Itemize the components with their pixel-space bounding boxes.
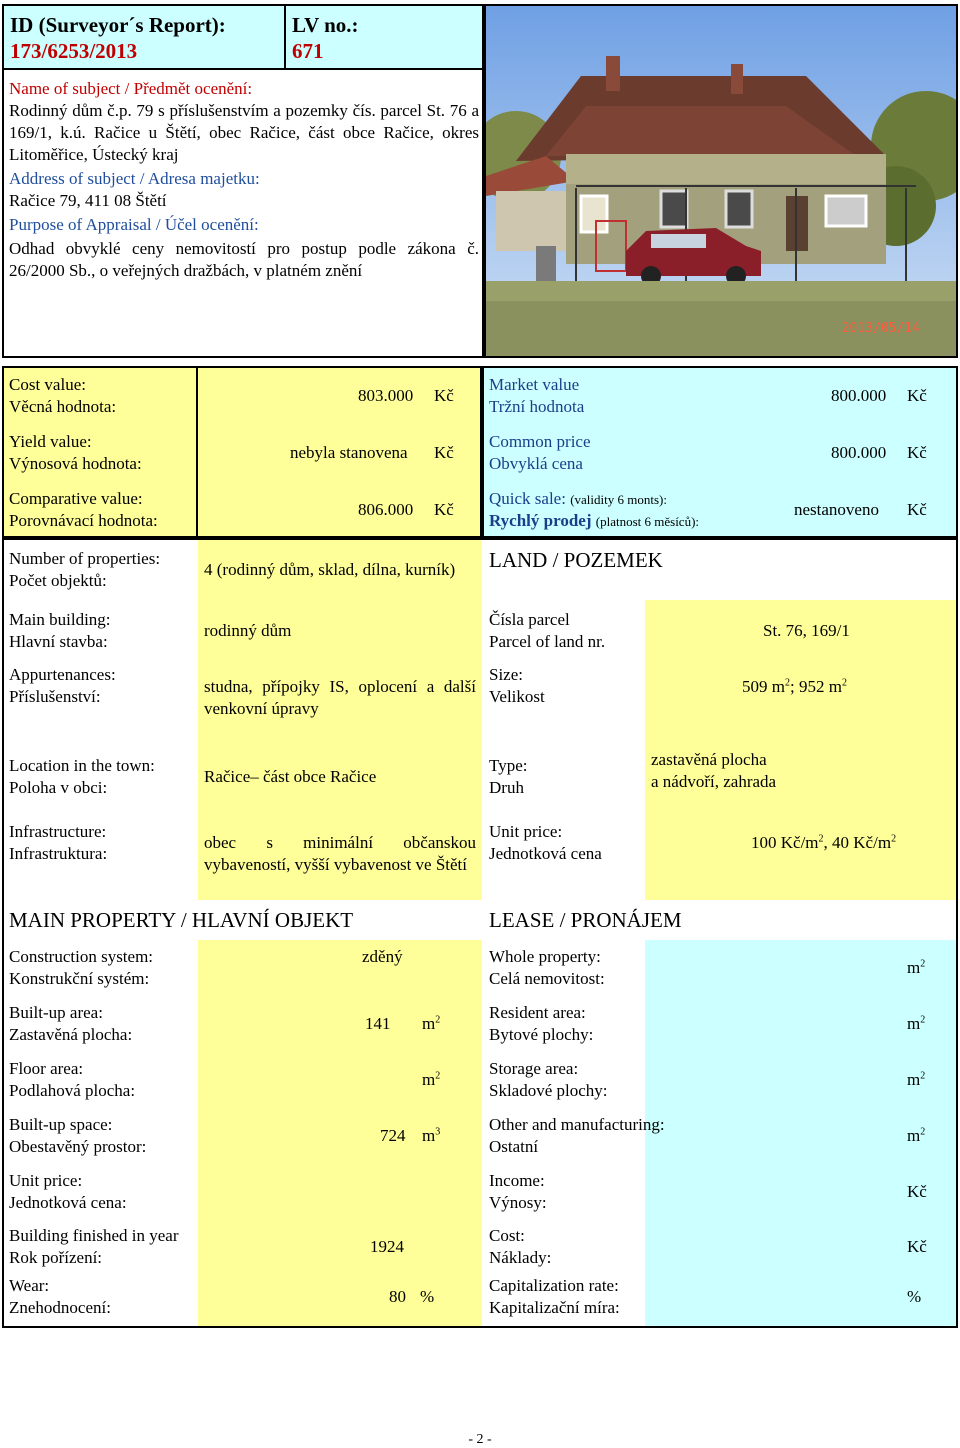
common-price-value: 800.000 [831, 443, 887, 462]
subject-address-label: Address of subject / Adresa majetku: [9, 169, 260, 188]
unit-m: m [422, 1070, 436, 1089]
size-cz: Velikost [489, 687, 545, 706]
quick-sale-en-note: (validity 6 monts): [570, 492, 667, 507]
lease-row-unit [907, 1069, 925, 1091]
mp-row-en: Building finished in year [9, 1226, 179, 1245]
common-price-unit: Kč [907, 443, 927, 462]
unit-exp: 2 [435, 1070, 441, 1082]
unit-exp: 2 [435, 1014, 441, 1026]
unit-exp: 2 [920, 1126, 926, 1138]
subject-purpose-label: Purpose of Appraisal / Účel ocenění: [9, 215, 259, 234]
lease-row-unit [907, 1013, 925, 1035]
mp-row-en: Unit price: [9, 1171, 83, 1190]
lease-row-cz: Bytové plochy: [489, 1025, 594, 1044]
count-en: Number of properties: [9, 549, 161, 568]
lease-row-unit [907, 957, 925, 979]
lease-row-cz: Náklady: [489, 1248, 552, 1267]
unit-price-cz: Jednotková cena [489, 844, 602, 863]
parcel-en: Parcel of land nr. [489, 632, 606, 651]
infrastructure-cz: Infrastruktura: [9, 844, 108, 863]
market-value-en: Market value [489, 375, 580, 394]
mp-row-cz: Jednotková cena: [9, 1193, 127, 1212]
lease-row-cz: Skladové plochy: [489, 1081, 608, 1100]
mp-row-unit [422, 1125, 440, 1147]
yield-value-cz: Výnosová hodnota: [9, 454, 142, 473]
quick-sale-cz-wrap [489, 510, 699, 533]
yield-value-en: Yield value: [9, 432, 92, 451]
lease-row-cz: Celá nemovitost: [489, 969, 605, 988]
size-exp-a: 2 [784, 677, 790, 689]
quick-sale-value: nestanoveno [794, 500, 879, 519]
type-value-1: zastavěná plocha [651, 750, 767, 769]
subject-name-text: Rodinný dům č.p. 79 s příslušenstvím a pozemky čís. parcel St. 76 a 169/1, k.ú. Račice u Štětí, obec Račice, část obce Račice, okres Litoměřice, Ústecký kraj [9, 101, 479, 164]
lease-row-en: Whole property: [489, 947, 601, 966]
lease-title: LEASE / PRONÁJEM [489, 908, 682, 932]
mp-row-cz: Zastavěná plocha: [9, 1025, 133, 1044]
mp-row-unit [422, 1013, 440, 1035]
mp-row-en: Built-up space: [9, 1115, 113, 1134]
count-cz: Počet objektů: [9, 571, 107, 590]
infrastructure-en: Infrastructure: [9, 822, 107, 841]
main-property-title: MAIN PROPERTY / HLAVNÍ OBJEKT [9, 908, 354, 932]
cost-value-cz: Věcná hodnota: [9, 397, 117, 416]
size-exp-b: 2 [841, 677, 847, 689]
unit-exp-a: 2 [818, 833, 824, 845]
id-value: 173/6253/2013 [10, 39, 138, 63]
lease-row-unit: % [907, 1287, 922, 1306]
mp-row-value: zděný [362, 947, 403, 966]
quick-sale-en: Quick sale: [489, 489, 566, 508]
mp-row-unit: % [420, 1287, 435, 1306]
unit-exp: 3 [435, 1126, 441, 1138]
yield-value-unit: Kč [434, 443, 454, 462]
page-number: - 2 - [468, 1432, 492, 1447]
lease-row-unit: Kč [907, 1182, 927, 1201]
cost-value-en: Cost value: [9, 375, 86, 394]
type-value-2: a nádvoří, zahrada [651, 772, 777, 791]
appurtenances-en: Appurtenances: [9, 665, 116, 684]
common-price-en: Common price [489, 432, 591, 451]
mp-row-cz: Konstrukční systém: [9, 969, 150, 988]
subject-section [9, 78, 479, 282]
size-value [742, 676, 847, 698]
lease-row-cz: Kapitalizační míra: [489, 1298, 620, 1317]
infrastructure-value: obec s minimální občanskou vybaveností, vyšší vybavenost ve Štětí [204, 833, 476, 874]
mp-row-cz: Obestavěný prostor: [9, 1137, 147, 1156]
comparative-value-cz: Porovnávací hodnota: [9, 511, 158, 530]
lease-row-en: Resident area: [489, 1003, 586, 1022]
market-value-unit: Kč [907, 386, 927, 405]
mp-row-value: 141 [365, 1014, 391, 1033]
unit-price-b: , 40 Kč/m [823, 833, 892, 852]
main-building-cz: Hlavní stavba: [9, 632, 108, 651]
appurtenances-cz: Příslušenství: [9, 687, 101, 706]
quick-sale-cz: Rychlý prodej [489, 511, 592, 530]
unit-m: m [907, 1126, 921, 1145]
unit-m: m [422, 1126, 436, 1145]
lease-row-cz: Výnosy: [489, 1193, 547, 1212]
unit-m: m [422, 1014, 436, 1033]
cost-value: 803.000 [358, 386, 414, 405]
subject-purpose-text: Odhad obvyklé ceny nemovitostí pro postup podle zákona č. 26/2000 Sb., o veřejných dražbách, v platném znění [9, 239, 479, 280]
photo-date-stamp: 2013/05/14 [841, 321, 920, 336]
location-cz: Poloha v obci: [9, 778, 108, 797]
size-value-b: ; 952 m [789, 677, 842, 696]
mp-row-value: 80 [389, 1287, 406, 1306]
unit-m: m [907, 1014, 921, 1033]
unit-price-en: Unit price: [489, 822, 563, 841]
lv-label: LV no.: [292, 13, 359, 37]
count-value: 4 (rodinný dům, sklad, dílna, kurník) [204, 560, 456, 579]
lease-row-en: Storage area: [489, 1059, 579, 1078]
unit-price-a: 100 Kč/m [751, 833, 819, 852]
lease-row-cz: Ostatní [489, 1137, 539, 1156]
mp-row-cz: Podlahová plocha: [9, 1081, 136, 1100]
yield-value: nebyla stanovena [290, 443, 408, 462]
type-en: Type: [489, 756, 528, 775]
unit-exp-b: 2 [891, 833, 897, 845]
house-photo-illustration [486, 6, 956, 356]
lv-value: 671 [292, 39, 324, 63]
lease-row-unit: Kč [907, 1237, 927, 1256]
location-value: Račice– část obce Račice [204, 767, 377, 786]
comparative-value-unit: Kč [434, 500, 454, 519]
subject-name-label: Name of subject / Předmět ocenění: [9, 79, 253, 98]
property-photo [484, 4, 958, 358]
main-building-en: Main building: [9, 610, 111, 629]
lease-row-en: Income: [489, 1171, 545, 1190]
unit-exp: 2 [920, 958, 926, 970]
size-en: Size: [489, 665, 523, 684]
id-label: ID (Surveyor´s Report): [10, 13, 226, 37]
mp-row-unit [422, 1069, 440, 1091]
unit-price-value [751, 832, 896, 854]
cost-value-unit: Kč [434, 386, 454, 405]
common-price-cz: Obvyklá cena [489, 454, 583, 473]
market-value-cz: Tržní hodnota [489, 397, 585, 416]
lease-row-en: Cost: [489, 1226, 525, 1245]
quick-sale-en-wrap [489, 488, 667, 511]
comparative-value-en: Comparative value: [9, 489, 143, 508]
lease-row-en: Other and manufacturing: [489, 1115, 665, 1134]
mp-row-cz: Znehodnocení: [9, 1298, 111, 1317]
type-cz: Druh [489, 778, 524, 797]
location-en: Location in the town: [9, 756, 155, 775]
mp-row-en: Floor area: [9, 1059, 84, 1078]
unit-m: m [907, 958, 921, 977]
mp-row-value: 1924 [370, 1237, 404, 1256]
comparative-value: 806.000 [358, 500, 414, 519]
subject-address-text: Račice 79, 411 08 Štětí [9, 191, 167, 210]
market-value: 800.000 [831, 386, 887, 405]
lease-row-unit [907, 1125, 925, 1147]
quick-sale-cz-note: (platnost 6 měsíců): [595, 514, 700, 529]
parcel-value: St. 76, 169/1 [763, 621, 850, 640]
mp-row-en: Built-up area: [9, 1003, 103, 1022]
unit-exp: 2 [920, 1070, 926, 1082]
main-building-value: rodinný dům [204, 621, 292, 640]
parcel-cz: Čísla parcel [489, 610, 570, 629]
lease-row-en: Capitalization rate: [489, 1276, 619, 1295]
mp-row-en: Construction system: [9, 947, 154, 966]
land-title: LAND / POZEMEK [489, 548, 663, 572]
mp-row-cz: Rok pořízení: [9, 1248, 103, 1267]
unit-m: m [907, 1070, 921, 1089]
divider [196, 366, 198, 538]
unit-exp: 2 [920, 1014, 926, 1026]
mp-row-value: 724 [380, 1126, 406, 1145]
mp-row-en: Wear: [9, 1276, 50, 1295]
size-value-a: 509 m [742, 677, 785, 696]
quick-sale-unit: Kč [907, 500, 927, 519]
appurtenances-value: studna, přípojky IS, oplocení a další venkovní úpravy [204, 677, 476, 718]
